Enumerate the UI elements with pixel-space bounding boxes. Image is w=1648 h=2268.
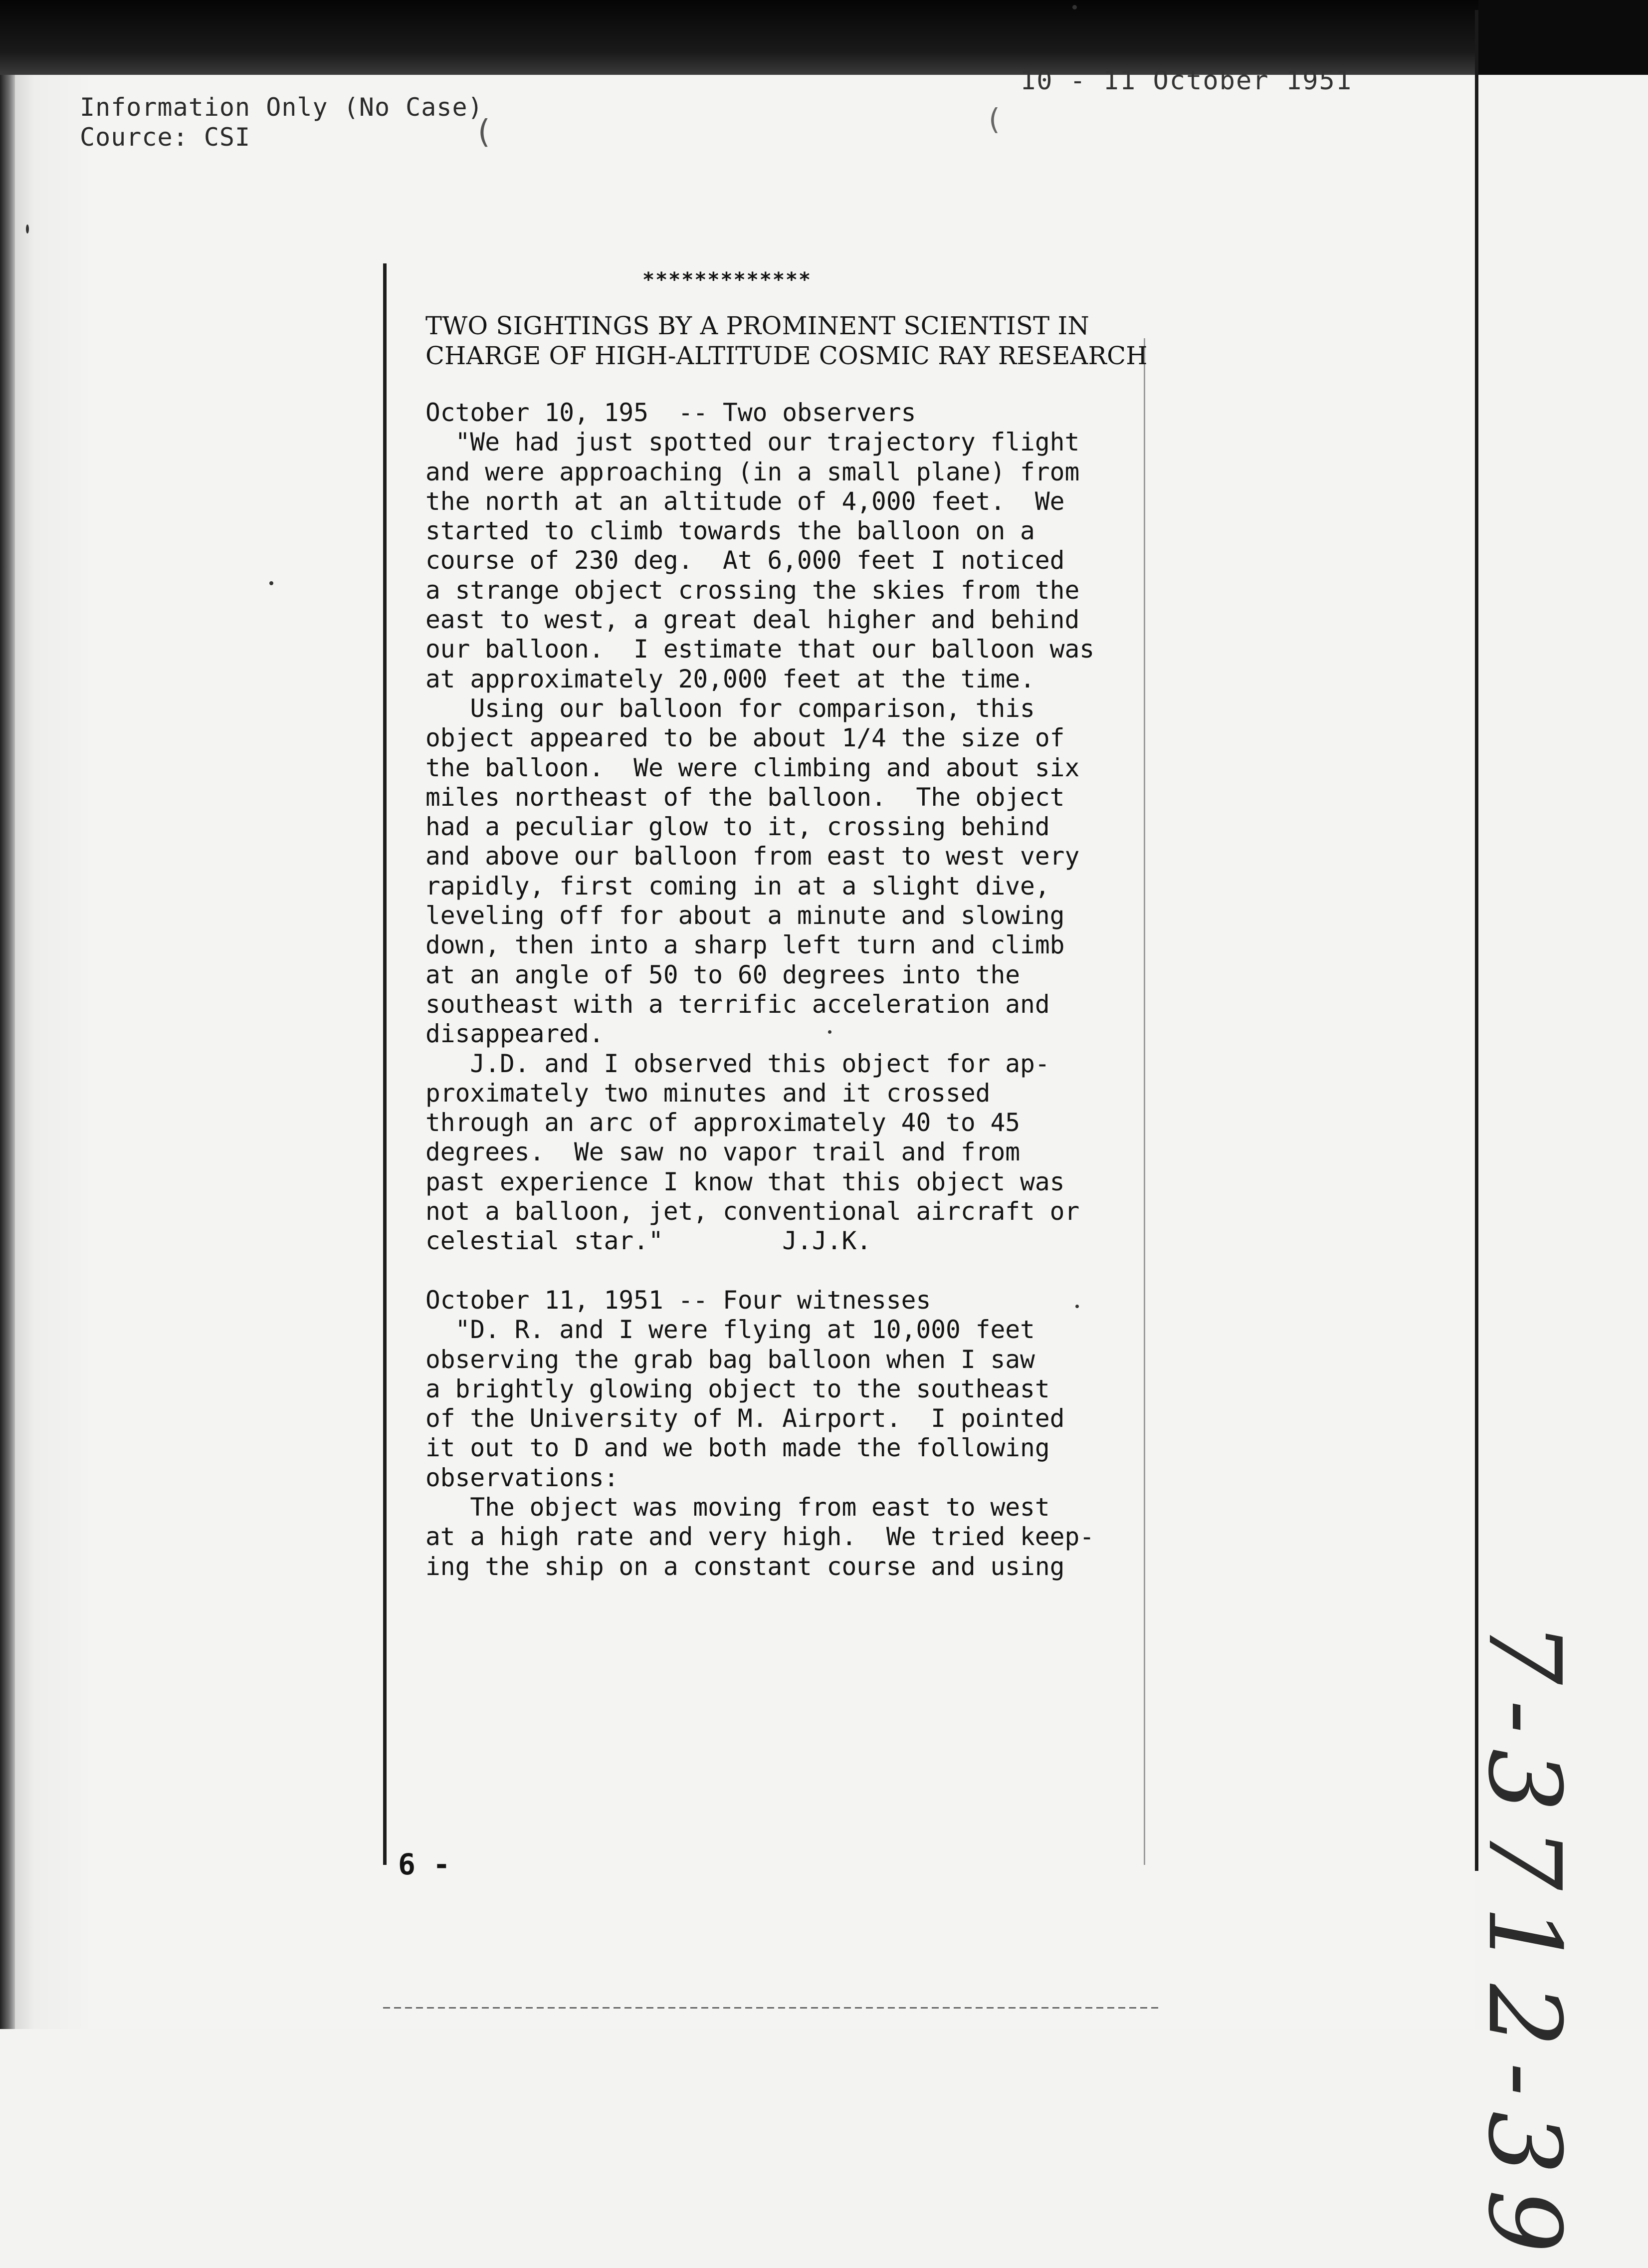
clipping-left-rule (383, 263, 387, 1865)
body-line: disappeared. (425, 1019, 604, 1049)
newspaper-clipping (373, 248, 1161, 2025)
handwritten-file-number (1356, 1621, 1582, 2268)
body-line: and above our balloon from east to west very (425, 842, 1080, 871)
body-line: rapidly, first coming in at a slight dive, (425, 871, 1050, 901)
body-line: J.D. and I observed this object for ap- (425, 1049, 1050, 1078)
star-divider: ************* (642, 268, 812, 291)
body-line: the balloon. We were climbing and about six (425, 753, 1080, 782)
body-line: observing the grab bag balloon when I saw (425, 1345, 1035, 1374)
body-line: "D. R. and I were flying at 10,000 feet (425, 1315, 1035, 1345)
body-line: October 11, 1951 -- Four witnesses (425, 1285, 931, 1315)
body-line: a brightly glowing object to the southeast (425, 1374, 1050, 1403)
clipping-bottom-edge (383, 2007, 1161, 2009)
body-line: degrees. We saw no vapor trail and from (425, 1137, 1021, 1167)
body-line: had a peculiar glow to it, crossing behind (425, 812, 1050, 842)
body-line: a strange object crossing the skies from the (425, 575, 1080, 605)
body-line: of the University of M. Airport. I pointed (425, 1404, 1065, 1433)
body-line: October 10, 195 -- Two observers (425, 398, 916, 427)
body-line: started to climb towards the balloon on a (425, 516, 1035, 546)
body-line: ing the ship on a constant course and using (425, 1552, 1065, 1581)
body-line: and were approaching (in a small plane) from (425, 457, 1080, 486)
body-line: east to west, a great deal higher and behind (425, 605, 1080, 635)
body-line: southeast with a terrific acceleration and (425, 989, 1050, 1019)
body-line: through an arc of approximately 40 to 45 (425, 1108, 1021, 1137)
header-date: 10 - 11 October 1951 (1020, 66, 1353, 96)
body-line: Using our balloon for comparison, this (425, 693, 1035, 723)
heading-line: TWO SIGHTINGS BY A PROMINENT SCIENTIST IN (425, 311, 1089, 340)
heading-line: CHARGE OF HIGH-ALTITUDE COSMIC RAY RESEARCH (425, 341, 1148, 370)
body-line (425, 1256, 1094, 1286)
body-line: down, then into a sharp left turn and climb (425, 930, 1065, 960)
body-line: observations: (425, 1463, 619, 1492)
body-line: at a high rate and very high. We tried keep- (425, 1522, 1095, 1552)
clipping-heading (425, 311, 1148, 371)
body-line: not a balloon, jet, conventional aircraft or (425, 1197, 1080, 1226)
body-line: course of 230 deg. At 6,000 feet I noticed (425, 546, 1065, 575)
header-info-line: Information Only (No Case) (80, 93, 483, 122)
header-source-block (80, 92, 494, 152)
body-line: proximately two minutes and it crossed (425, 1078, 991, 1108)
body-line: "We had just spotted our trajectory flight (425, 428, 1080, 457)
body-line: it out to D and we both made the following (425, 1433, 1050, 1463)
header-right-paren: ( (985, 102, 1003, 136)
right-margin-rule (1475, 10, 1478, 1871)
body-line: past experience I know that this object was (425, 1167, 1065, 1196)
body-line: at approximately 20,000 feet at the time. (425, 664, 1035, 693)
body-line: the north at an altitude of 4,000 feet. We (425, 486, 1065, 516)
body-line: miles northeast of the balloon. The object (425, 782, 1065, 812)
body-line: object appeared to be about 1/4 the size of (425, 723, 1065, 753)
file-number-text: 7-3712-39 (1466, 1621, 1582, 2268)
scan-left-border (0, 75, 15, 2029)
scan-top-right-border (1478, 0, 1648, 75)
body-line: celestial star." J.J.K. (425, 1226, 872, 1256)
clipping-right-edge (1144, 338, 1145, 1865)
body-line: The object was moving from east to west (425, 1492, 1050, 1522)
body-line: our balloon. I estimate that our balloon was (425, 635, 1095, 664)
clipping-body (425, 398, 1094, 1582)
body-line: at an angle of 50 to 60 degrees into the (425, 960, 1021, 989)
page-number: 6 - (398, 1847, 450, 1881)
header-source-line: Cource: CSI (80, 123, 251, 152)
scan-top-border (0, 0, 1648, 75)
header-left-paren: ( (474, 114, 494, 151)
body-line: leveling off for about a minute and slowing (425, 901, 1065, 930)
